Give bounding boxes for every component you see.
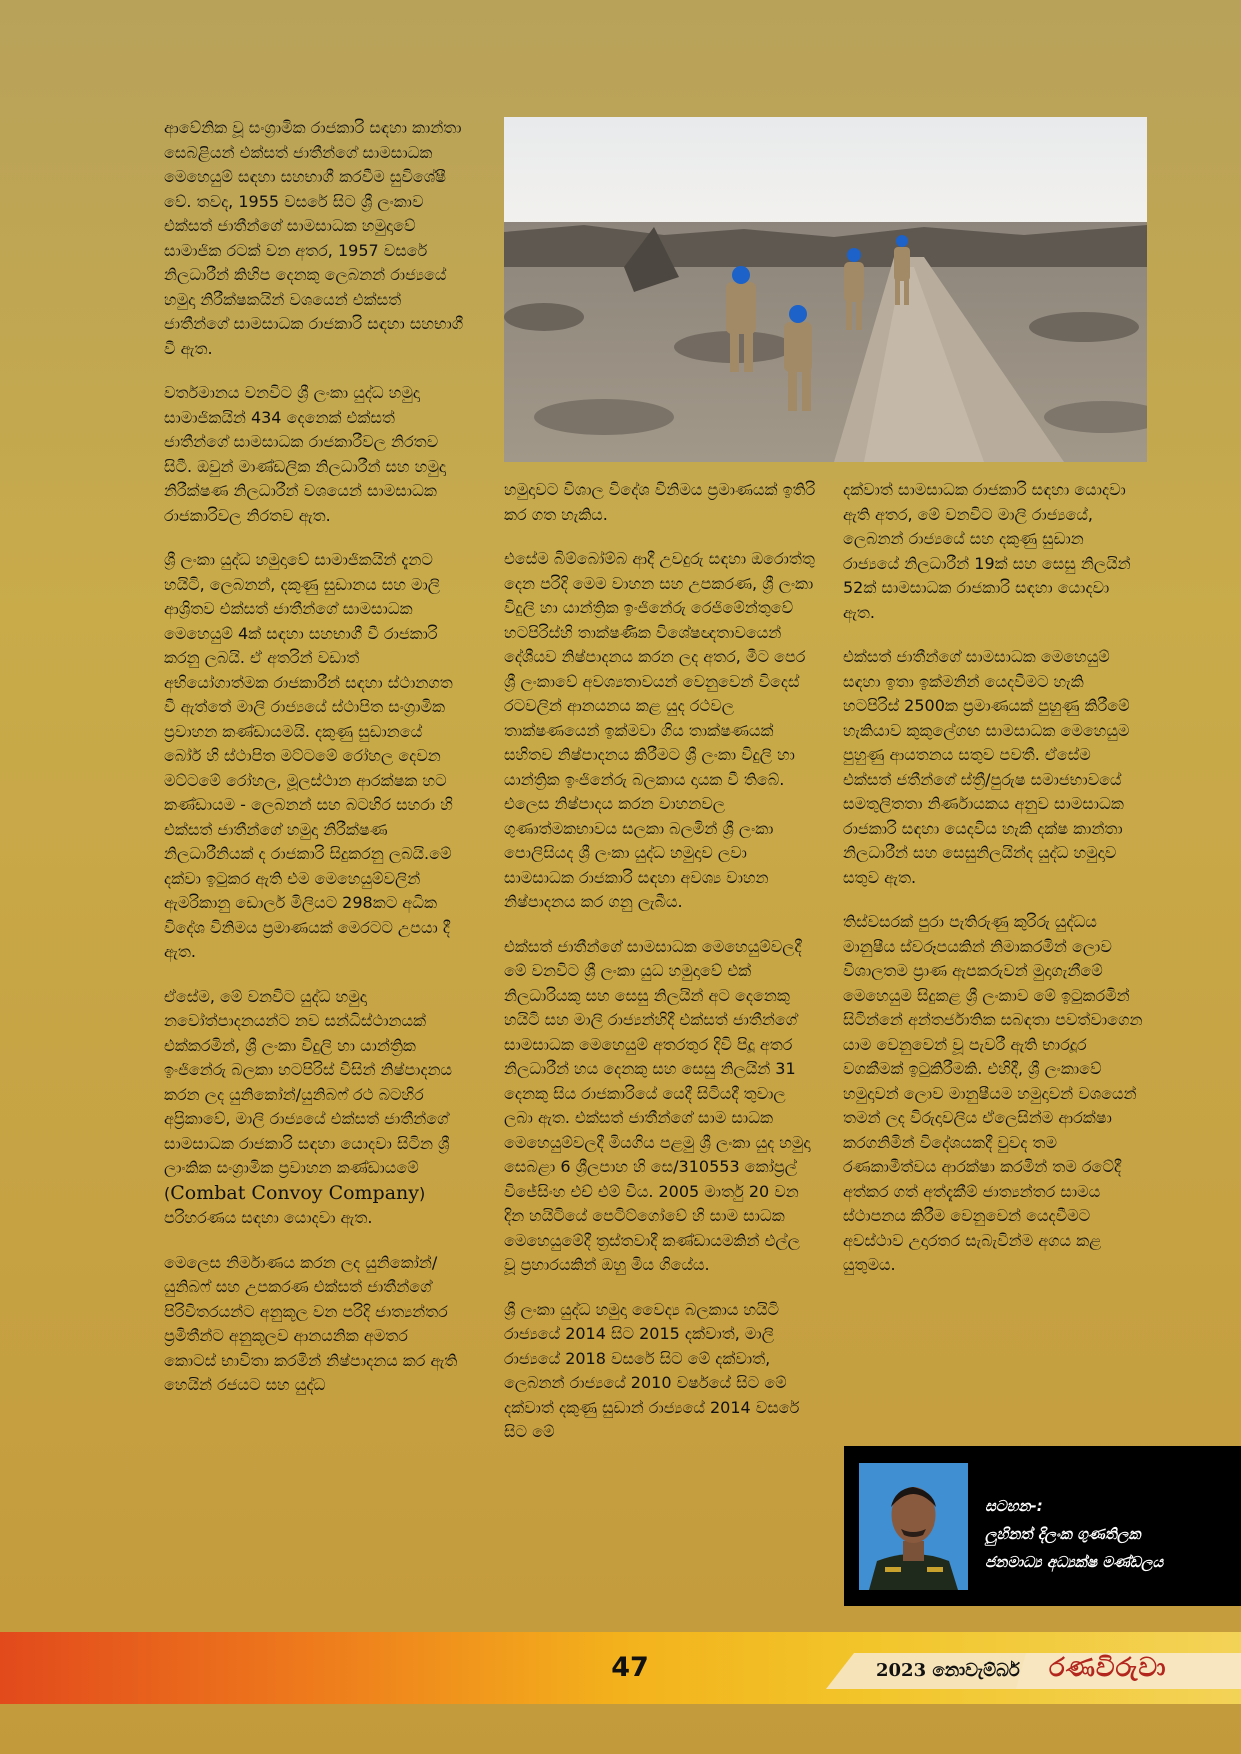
paragraph: තිස්වසරක් පුරා පැතිරුණු කුරිරු යුද්ධය මානුෂීය ස්වරූපයකින් නිමාකරමින් ලොව විශාලතම ප්‍රාණ ඇපකරුවන් මුදාගැනීමේ මෙහෙයුම සිදුකළ ශ්‍රී ලංකාව මේ ඉටුකරමින් සිටින්නේ අන්තර්ජාතික සබඳතා පවත්වාගෙන යාම වෙනුවෙන් වූ පැවරී ඇති භාරදූර වගකීමක් ඉටුකිරීමකි. එහිදී, ශ්‍රී ලංකාවේ හමුදාවන් ලොව මානුෂීයම හමුදාවන් වශයෙන් තමන් ලද විරුදාවලිය ඒලෙසින්ම ආරක්ෂා කරගනිමින් විදේශයකදී වුවද තම රණකාමීත්වය ආරක්ෂා කරමින් තම රටේදී අත්කර ගත් අත්දැකීම් ජාත්‍යන්තර සාමය ස්ථාපනය කිරීම වෙනුවෙන් යෙදවීමට අවස්ථාව උදාරතර සැබැවින්ම අගය කළ යුතුමය.: [843, 912, 1143, 1274]
author-portrait: [859, 1463, 968, 1590]
paragraph: හමුදාවට විශාල විදේශ විනිමය ප්‍රමාණයක් ඉතිරි කර ගත හැකිය.: [504, 480, 816, 524]
article-photo: [504, 117, 1147, 462]
author-box: [844, 1446, 1241, 1606]
page-number: 47: [611, 1652, 649, 1683]
paragraph: ආවේනික වූ සංග්‍රාමික රාජකාරි සඳහා කාන්තා සෙබළියන් එක්සත් ජාතීන්ගේ සාමසාධක මෙහෙයුම් සඳහා සහභාගී කරවීම සුවිශේෂී වේ. තවද, 1955 වසරේ සිට ශ්‍රී ලංකාව එක්සත් ජාතීන්ගේ සාමසාධක හමුදාවේ සාමාජික රටක් වන අතර, 1957 වසරේ නිලධාරීන් කිහිප දෙනකු ලෙබනන් රාජ්‍යයේ හමුදා නිරීක්ෂකයින් වශයෙන් එක්සත් ජාතීන්ගේ සාමසාධක රාජකාරි සඳහා සහභාගී වී ඇත.: [164, 118, 464, 358]
issue-date: 2023 නොවැම්බර්: [876, 1660, 1020, 1681]
paragraph: එක්සත් ජාතීන්ගේ සාමසාධක මෙහෙයුම් සඳහා ඉතා ඉක්මනින් යෙදවීමට හැකි හටපිරිස් 2500ක ප්‍රමාණයක් පුහුණු කිරීමේ හැකියාව කුකුලේගඟ සාමසාධක මෙහෙයුම පුහුණු ආයතනය සතුව පවතී. ඒසේම එක්සත් ජතීන්ගේ ස්ත්‍රී/පුරුෂ සමාජභාවයේ සමතුලිතතා නිර්ණායකය අනුව සාමසාධක රාජකාරි සඳහා යෙදවිය හැකි දක්ෂ කාන්තා නිලධාරීන් සහ සෙසුනිලයින්ද යුද්ධ හමුදාව සතුව ඇත.: [843, 647, 1130, 887]
paragraph: දක්වාත් සාමසාධක රාජකාරි සඳහා යොදවා ඇති අතර, මේ වනවිට මාලි රාජ්‍යයේ, ලෙබනන් රාජ්‍යයේ සහ දකුණු සුඩාන රාජ්‍යයේ නිලධාරීන් 19ක් සහ සෙසු නිලයින් 52ක් සාමසාධක රාජකාරි සඳහා යොදවා ඇත.: [843, 480, 1131, 622]
paragraph: [164, 985, 464, 1231]
paragraph-text: ඒසේම, මේ වනවිට යුද්ධ හමුදා නවෝත්පාදනයන්ට නව සන්ධිස්ථානයක් එක්කරමින්, ශ්‍රී ලංකා විදුලි හා යාන්ත්‍රික ඉංජිනේරු බලකා හටපිරිස් විසින් නිෂ්පාදනය කරන ලද යුනිකෝන්/යුනිබෆ් රථ බටහිර අප්‍රිකාවේ, මාලි රාජ්‍යයේ එක්සත් ජාතීන්ගේ සාමසාධක රාජකාරි සඳහා යොදවා සිටින ශ්‍රී ලාංකික සංග්‍රාමික ප්‍රවාහන කණ්ඩායමේ (: [164, 986, 453, 1203]
article-column-3: [843, 478, 1143, 1298]
paragraph: එක්සත් ජාතීන්ගේ සාමසාධක මෙහෙයුම්වලදී මේ වනවිට ශ්‍රී ලංකා යුධ හමුදාවේ එක් නිලධාරියකු සහ සෙසු නිලයින් අට දෙනෙකු හයිටි සහ මාලි රාජ්‍යන්හිදී එක්සත් ජාතීන්ගේ සාමසාධක මෙහෙයුම් අතරතුර දිවි පිදූ අතර නිලධාරීන් හය දෙනකු සහ සෙසු නිලයින් 31 දෙනකු සිය රාජකාරියේ යෙදී සිටියදී තුවාල ලබා ඇත. එක්සත් ජාතීන්ගේ සාම සාධක මෙහෙයුම්වලදී මියගිය පළමු ශ්‍රී ලංකා යුද හමුදා සෙබළා 6 ශ්‍රීලපාහ හි සෙ/310553 කෝප්‍රල් විජේසිංහ එච් එම් විය. 2005 මාර්තු 20 වන දින හයිටියේ පෙටිට්ගෝවේ හි සාම සාධක මෙහෙයුමේදී ත්‍රස්තවාදී කණ්ඩායමකින් එල්ල වූ ප්‍රහාරයකින් ඔහු මිය ගියේය.: [504, 936, 811, 1274]
article-column-1: [164, 116, 464, 1418]
author-department: ජනමාධ්‍ය අධ්‍යක්ෂ මණ්ඩලය: [985, 1553, 1164, 1571]
paragraph: වර්තමානය වනවිට ශ්‍රී ලංකා යුද්ධ හමුදා සාමාජිකයින් 434 දෙනෙක් එක්සත් ජාතීන්ගේ සාමසාධක රාජකාරීවල නිරතව සිටී. ඔවුන් මාණ්ඩලික නිලධාරීන් සහ හමුදා නිරීක්ෂණ නිලධාරීන් වශයෙන් සාමසාධක රාජකාරිවල නිරතව ඇත.: [164, 383, 446, 525]
paragraph: ශ්‍රී ලංකා යුද්ධ හමුදාවේ සාමාජිකයින් දැනට හයිටි, ලෙබනන්, දකුණු සුඩානය සහ මාලි ආශ්‍රිතව එක්සත් ජාතීන්ගේ සාමසාධක මෙහෙයුම් 4ක් සඳහා සහභාගී වී රාජකාරි කරනු ලබයි. ඒ අතරින් වඩාත් අභියෝගාත්මක රාජකාරීන් සඳහා ස්ථානගත වී ඇත්තේ මාලි රාජ්‍යයේ ස්ථාපිත සංග්‍රාමික ප්‍රවාහන කණ්ඩායමයි. දකුණු සුඩානයේ බෝර් හි ස්ථාපිත මට්ටමේ රෝහල දෙවන මට්ටමේ රෝහල, මූලස්ථාන ආරක්ෂක හට කණ්ඩායම - ලෙබනන් සහ බටහිර සහරා හි එක්සත් ජාතීන්ගේ හමුදා නිරීක්ෂණ නිලධාරීනියක් ද රාජකාරි සිදුකරනු ලබයි.මේ දක්වා ඉටුකර ඇති එම මෙහෙයුම්වලින් ඇමරිකානු ඩොලර් මිලියට 298කට අධික විදේශ විනිමය ප්‍රමාණයක් මෙරටට උපයා දී ඇත.: [164, 550, 453, 961]
paragraph-text: ) පරිහරණය සඳහා යොදවා ඇත.: [164, 1183, 426, 1227]
author-caption: සටහන-:: [985, 1497, 1043, 1515]
paragraph: මෙලෙස නිර්මාණය කරන ලද යුනිකෝන්/යුනිබෆ් සහ උපකරණ එක්සත් ජාතීන්ගේ පිරිවිතරයන්ට අනුකූල වන පරිදි ජාත්‍යන්තර ප්‍රමිතීන්ට අනුකූලව ආනයනික අමතර කොටස් භාවිතා කරමින් නිෂ්පාදනය කර ඇති හෙයින් රජයට සහ යුද්ධ: [164, 1252, 458, 1394]
author-credit: [985, 1492, 1163, 1576]
author-name: ලුහිනත් දිලංක ගුණතිලක: [985, 1525, 1141, 1543]
paragraph: එසේම බිම්බෝම්බ ආදී උවදුරු සඳහා ඔරොත්තු දෙන පරිදි මෙම වාහන සහ උපකරණ, ශ්‍රී ලංකා විදුලි හා යාන්ත්‍රික ඉංජිනේරු රෙජිමේන්තුවේ හටපිරිස්හි තාක්ෂණික විශේෂඥතාවයෙන් දේශීයව නිෂ්පාදනය කරන ලද අතර, මීට පෙර ශ්‍රී ලංකාවේ අවශ්‍යතාවයන් වෙනුවෙන් විදෙස් රටවලින් ආනයනය කළ යුද රථවල තාක්ෂණයෙන් ඉක්මවා ගිය තාක්ෂණයක් සහිතව නිෂ්පාදනය කිරීමට ශ්‍රී ලංකා විදුලි හා යාන්ත්‍රික ඉංජිනේරු බලකාය දායක වී තිබේ. එලෙස නිෂ්පාදය කරන වාහනවල ගුණාත්මකභාවය සලකා බලමින් ශ්‍රී ලංකා පොලිසියද ශ්‍රී ලංකා යුද්ධ හමුදාව ලවා සාමසාධක රාජකාරි සඳහා අවශ්‍ය වාහන නිෂ්පාදනය කර ගනු ලැබීය.: [504, 549, 815, 911]
english-term: Combat Convoy Company: [170, 1181, 420, 1204]
paragraph: ශ්‍රී ලංකා යුද්ධ හමුදා වෛද්‍ය බලකාය හයිටි රාජ්‍යයේ 2014 සිට 2015 දක්වාත්, මාලි රාජ්‍යයේ 2018 වසරේ සිට මේ දක්වාත්, ලෙබනන් රාජ්‍යයේ 2010 වර්ෂයේ සිට මේ දක්වාත් දකුණු සුඩාන් රාජ්‍යයේ 2014 වසරේ සිට මේ: [504, 1299, 800, 1441]
magazine-logo: රණවිරුවා: [1049, 1653, 1167, 1683]
article-column-2: [504, 478, 816, 1465]
